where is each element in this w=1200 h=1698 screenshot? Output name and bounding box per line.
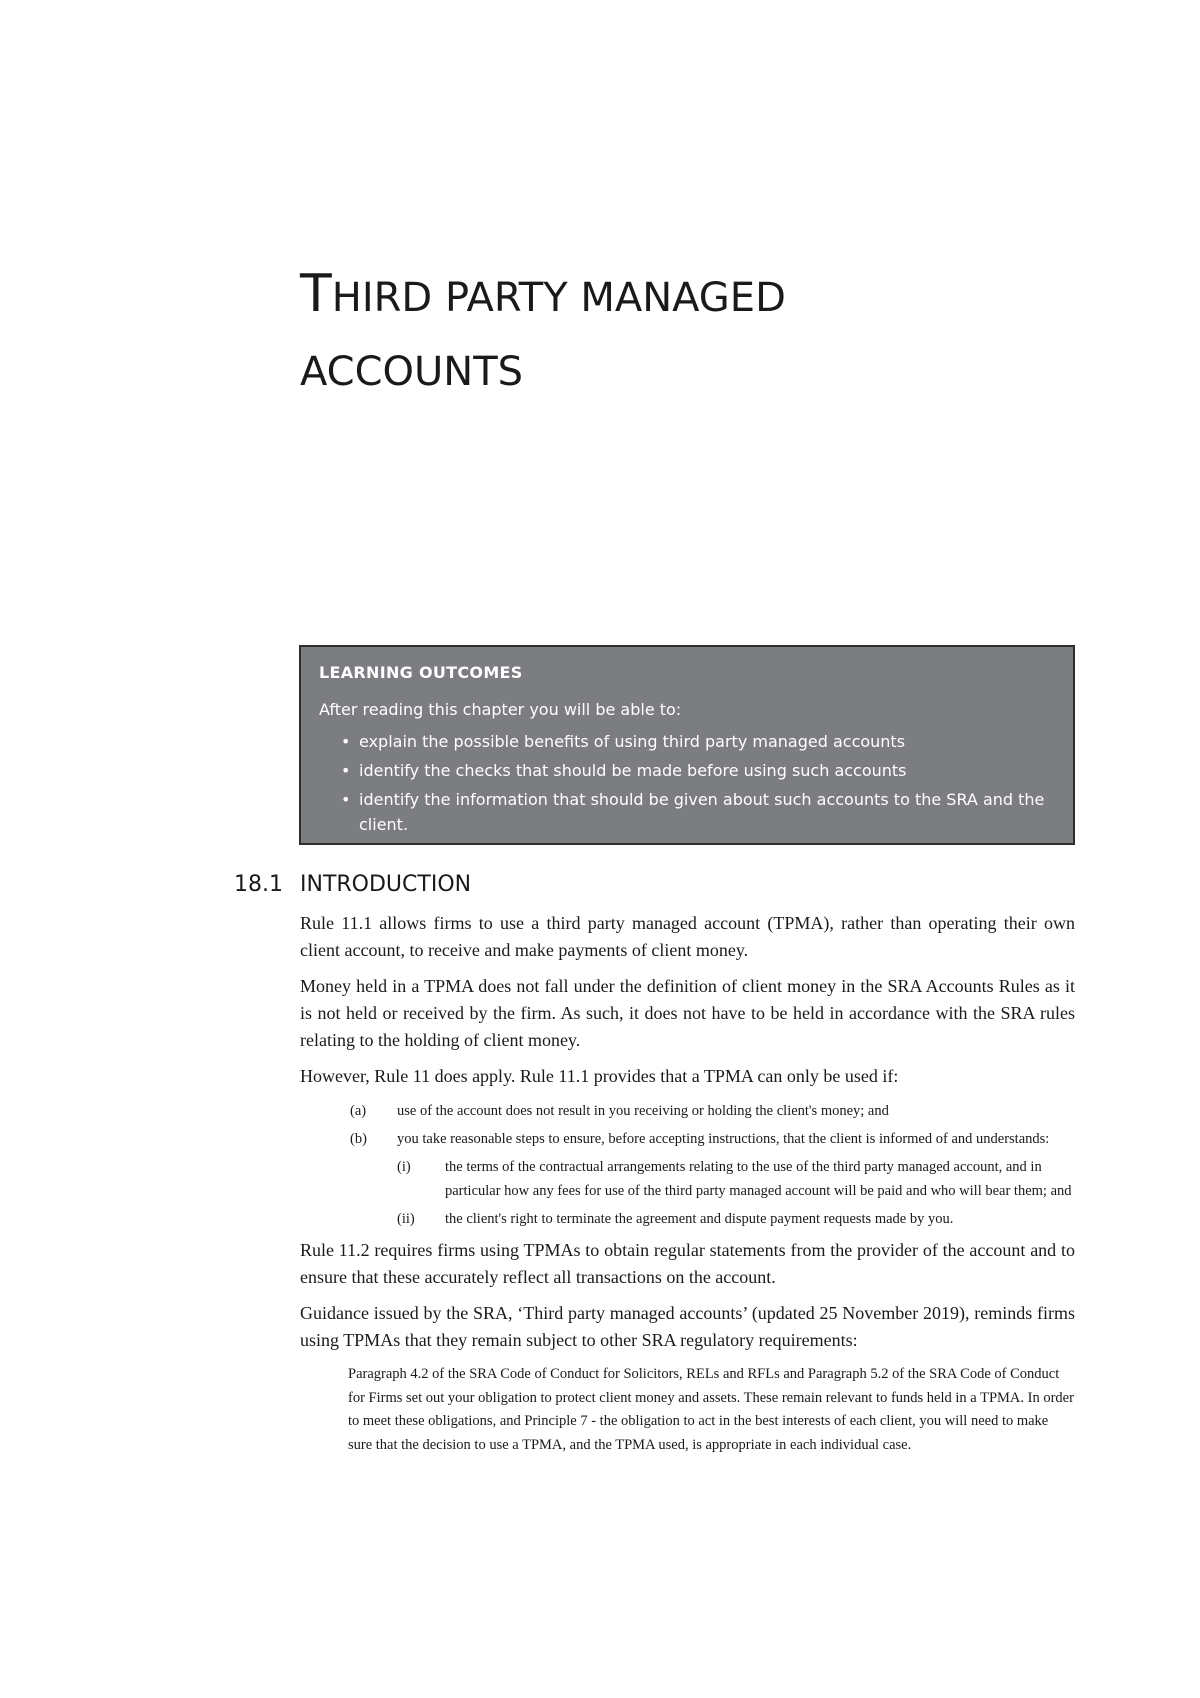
- rule-sub-item-text: the client's right to terminate the agreement and dispute payment requests made by you.: [445, 1211, 954, 1227]
- rule-list: [300, 1099, 1075, 1231]
- chapter-title-line-1: [300, 258, 1000, 336]
- body-paragraph: Guidance issued by the SRA, ‘Third party managed accounts’ (updated 25 November 2019), reminds firms using TPMAs that they remain subject to other SRA regulatory requirements:: [300, 1303, 1075, 1350]
- body-paragraph: Money held in a TPMA does not fall under the definition of client money in the SRA Accounts Rules as it is not held or received by the firm. As such, it does not have to be held in accordance with the SRA rules relating to the holding of client money.: [300, 976, 1075, 1050]
- chapter-title-initial: T: [300, 264, 332, 324]
- rule-sub-item-label: (i): [397, 1159, 411, 1175]
- section-body: [300, 910, 1075, 1457]
- rule-sub-item-label: (ii): [397, 1211, 415, 1227]
- rule-item-text: use of the account does not result in you receiving or holding the client's money; and: [397, 1103, 889, 1119]
- chapter-title-line-2: ACCOUNTS: [300, 349, 524, 395]
- rule-sub-list: [397, 1155, 1075, 1231]
- guidance-quote: Paragraph 4.2 of the SRA Code of Conduct for Solicitors, RELs and RFLs and Paragraph 5.2 of the SRA Code of Conduct for Firms set out your obligation to protect client money and assets. These remain relevant to funds held in a TPMA. In order to meet these obligations, and Principle 7 - the obligation to act in the best interests of each client, you will need to make sure that the decision to use a TPMA, and the TPMA used, is appropriate in each individual case.: [348, 1366, 1074, 1453]
- body-paragraph: However, Rule 11 does apply. Rule 11.1 provides that a TPMA can only be used if:: [300, 1066, 899, 1086]
- learning-outcomes-list: [319, 729, 1055, 837]
- rule-item-label: (a): [350, 1103, 367, 1119]
- rule-item: [300, 1127, 1075, 1151]
- chapter-title: [300, 258, 1000, 408]
- body-paragraph: Rule 11.1 allows firms to use a third party managed account (TPMA), rather than operating their own client account, to receive and make payments of client money.: [300, 913, 1075, 960]
- learning-outcome-item: • explain the possible benefits of using third party managed accounts: [341, 729, 1055, 754]
- body-paragraph: Rule 11.2 requires firms using TPMAs to obtain regular statements from the provider of the account and to ensure that these accurately reflect all transactions on the account.: [300, 1240, 1075, 1287]
- chapter-title-rest: HIRD PARTY MANAGED: [331, 275, 786, 321]
- learning-outcome-item: • identify the checks that should be made before using such accounts: [341, 758, 1055, 783]
- section-title: INTRODUCTION: [300, 872, 472, 897]
- learning-outcomes-heading: LEARNING OUTCOMES: [319, 663, 523, 682]
- learning-outcome-item: • identify the information that should be given about such accounts to the SRA and the client.: [341, 787, 1055, 837]
- section-heading: [234, 872, 471, 897]
- rule-item-text: you take reasonable steps to ensure, before accepting instructions, that the client is informed of and understands:: [397, 1131, 1050, 1147]
- learning-outcomes-intro: After reading this chapter you will be able to:: [319, 700, 682, 719]
- rule-sub-item: [397, 1155, 1075, 1203]
- section-number: 18.1: [234, 872, 283, 897]
- rule-item-label: (b): [350, 1131, 367, 1147]
- rule-sub-item: [397, 1207, 1075, 1231]
- rule-sub-item-text: the terms of the contractual arrangements relating to the use of the third party managed account, and in particular how any fees for use of the third party managed account will be paid and who will bear them; and: [445, 1159, 1072, 1199]
- learning-outcomes-box: [299, 645, 1075, 845]
- rule-item: [300, 1099, 1075, 1123]
